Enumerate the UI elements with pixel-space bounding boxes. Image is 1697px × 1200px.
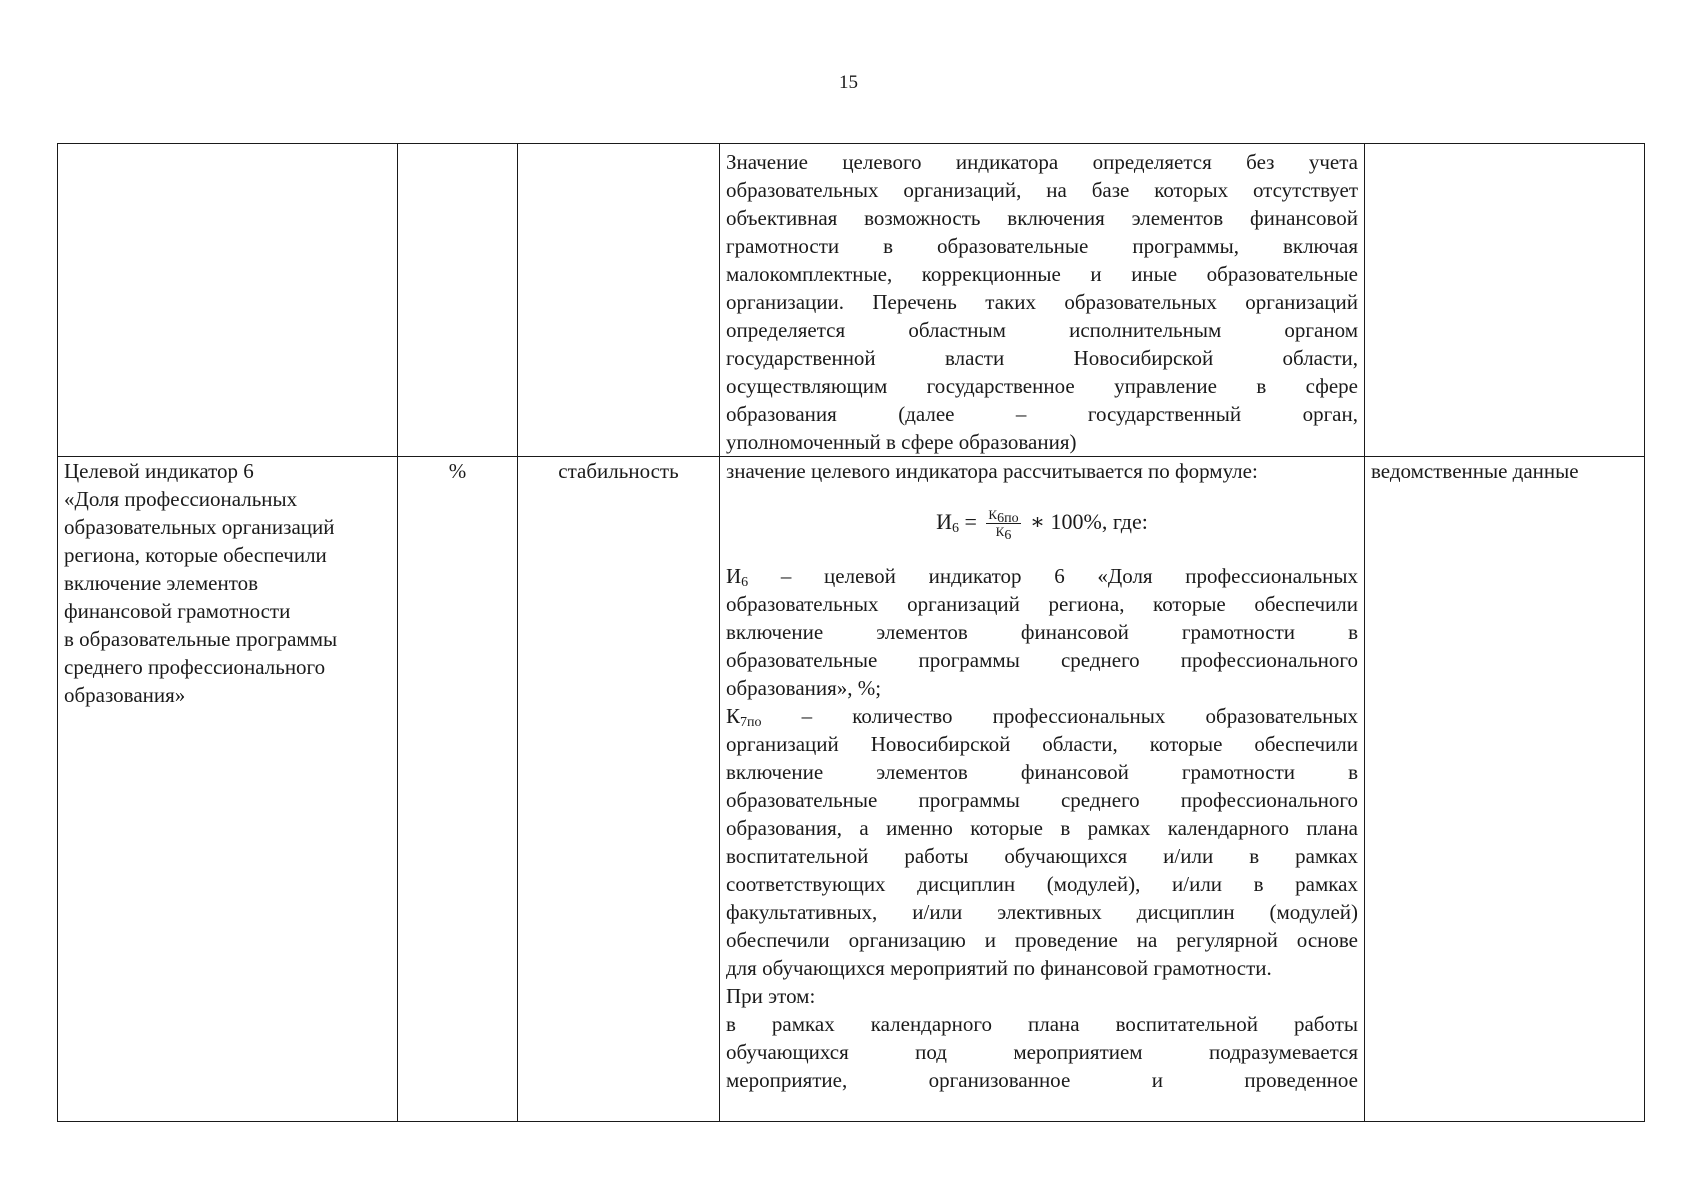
indicator-name-line: региона, которые обеспечили bbox=[64, 543, 327, 567]
note-line: в рамках календарного плана воспитательной работы bbox=[726, 1012, 1358, 1037]
unit-value: % bbox=[448, 459, 467, 483]
note-line: обучающихся под мероприятием подразумевается bbox=[726, 1040, 1358, 1065]
description-line: государственной власти Новосибирской области, bbox=[726, 346, 1358, 370]
description-line: малокомплектные, коррекционные и иные образовательные bbox=[726, 262, 1358, 286]
trend-cell bbox=[518, 457, 720, 1122]
definition-line: образовательные программы среднего профессионального bbox=[726, 788, 1358, 813]
definition-count bbox=[726, 702, 1358, 1010]
note-line: мероприятие, организованное и проведенное bbox=[726, 1068, 1358, 1093]
definition-line: факультативных, и/или элективных дисциплин (модулей) bbox=[726, 900, 1358, 925]
formula-intro: значение целевого индикатора рассчитывается по формуле: bbox=[726, 459, 1258, 483]
description-line: определяется областным исполнительным органом bbox=[726, 318, 1358, 342]
numerator-symbol: К bbox=[988, 507, 998, 523]
denominator-symbol: К bbox=[995, 524, 1005, 540]
table-row-continuation bbox=[58, 144, 1645, 457]
source-cell-empty bbox=[1365, 144, 1645, 457]
definition-line: соответствующих дисциплин (модулей), и/или в рамках bbox=[726, 872, 1358, 897]
definition-first-line bbox=[726, 702, 1358, 730]
formula-lhs-sub: 6 bbox=[952, 521, 959, 536]
formula-equals: = bbox=[964, 509, 977, 534]
definition-line: При этом: bbox=[726, 984, 816, 1009]
formula-fraction bbox=[986, 507, 1020, 544]
formula-numerator bbox=[986, 507, 1020, 527]
definition-line: образования», %; bbox=[726, 676, 882, 701]
trend-cell-empty bbox=[518, 144, 720, 457]
description-line: уполномоченный в сфере образования) bbox=[726, 430, 1077, 454]
formula bbox=[726, 507, 1358, 544]
indicator-name-cell bbox=[58, 457, 398, 1122]
definition-symbol: И bbox=[726, 564, 742, 589]
definition-line: для обучающихся мероприятий по финансовой грамотности. bbox=[726, 956, 1272, 981]
indicator-name-line: финансовой грамотности bbox=[64, 599, 291, 623]
definition-line: образования, а именно которые в рамках календарного плана bbox=[726, 816, 1358, 841]
definition-line: организаций Новосибирской области, которые обеспечили bbox=[726, 732, 1358, 757]
note bbox=[726, 1010, 1358, 1094]
description-line: организации. Перечень таких образовательных организаций bbox=[726, 290, 1358, 314]
indicator-name-line: среднего профессионального bbox=[64, 655, 326, 679]
indicator-name-line: Целевой индикатор 6 bbox=[64, 459, 254, 483]
description-line: образования (далее – государственный орган, bbox=[726, 402, 1358, 426]
trend-value: стабильность bbox=[558, 459, 679, 483]
definition-symbol-sub: 7по bbox=[740, 715, 762, 731]
definition-symbol: К bbox=[726, 704, 741, 729]
definition-indicator bbox=[726, 562, 1358, 702]
indicator-name-line: образования» bbox=[64, 683, 186, 707]
description-line: объективная возможность включения элементов финансовой bbox=[726, 206, 1358, 230]
indicator-name-line: включение элементов bbox=[64, 571, 259, 595]
definition-line: воспитательной работы обучающихся и/или в рамках bbox=[726, 844, 1358, 869]
definition-line: образовательные программы среднего профессионального bbox=[726, 648, 1358, 673]
numerator-sub: 6по bbox=[997, 511, 1019, 527]
formula-denominator bbox=[986, 524, 1020, 544]
definition-line: образовательных организаций региона, которые обеспечили bbox=[726, 592, 1358, 617]
description-line: Значение целевого индикатора определяется без учета bbox=[726, 150, 1358, 174]
indicator-name-line: «Доля профессиональных bbox=[64, 487, 298, 511]
source-value: ведомственные данные bbox=[1371, 459, 1579, 483]
table-row-indicator-6 bbox=[58, 457, 1645, 1122]
formula-rest: ∗ 100%, где: bbox=[1030, 509, 1148, 534]
indicator-table bbox=[57, 143, 1645, 1122]
definition-text: – целевой индикатор 6 «Доля профессиональных bbox=[780, 564, 1358, 589]
indicator-name-line: образовательных организаций bbox=[64, 515, 335, 539]
page-number: 15 bbox=[839, 72, 858, 93]
indicator-name-line: в образовательные программы bbox=[64, 627, 338, 651]
description-cell bbox=[720, 144, 1365, 457]
denominator-sub: 6 bbox=[1004, 528, 1012, 544]
definition-symbol-sub: 6 bbox=[741, 575, 749, 591]
unit-cell bbox=[398, 457, 518, 1122]
definition-line: включение элементов финансовой грамотности в bbox=[726, 620, 1358, 645]
definition-line: обеспечили организацию и проведение на регулярной основе bbox=[726, 928, 1358, 953]
description-line: осуществляющим государственное управление в сфере bbox=[726, 374, 1358, 398]
source-cell bbox=[1365, 457, 1645, 1122]
method-cell bbox=[720, 457, 1365, 1122]
definition-first-line bbox=[726, 562, 1358, 590]
definition-line: включение элементов финансовой грамотности в bbox=[726, 760, 1358, 785]
description-line: грамотности в образовательные программы, включая bbox=[726, 234, 1358, 258]
description-lines bbox=[726, 148, 1358, 456]
name-cell-empty bbox=[58, 144, 398, 457]
unit-cell-empty bbox=[398, 144, 518, 457]
description-line: образовательных организаций, на базе которых отсутствует bbox=[726, 178, 1358, 202]
definition-text: – количество профессиональных образовательных bbox=[801, 704, 1359, 729]
formula-lhs: И bbox=[936, 509, 952, 534]
